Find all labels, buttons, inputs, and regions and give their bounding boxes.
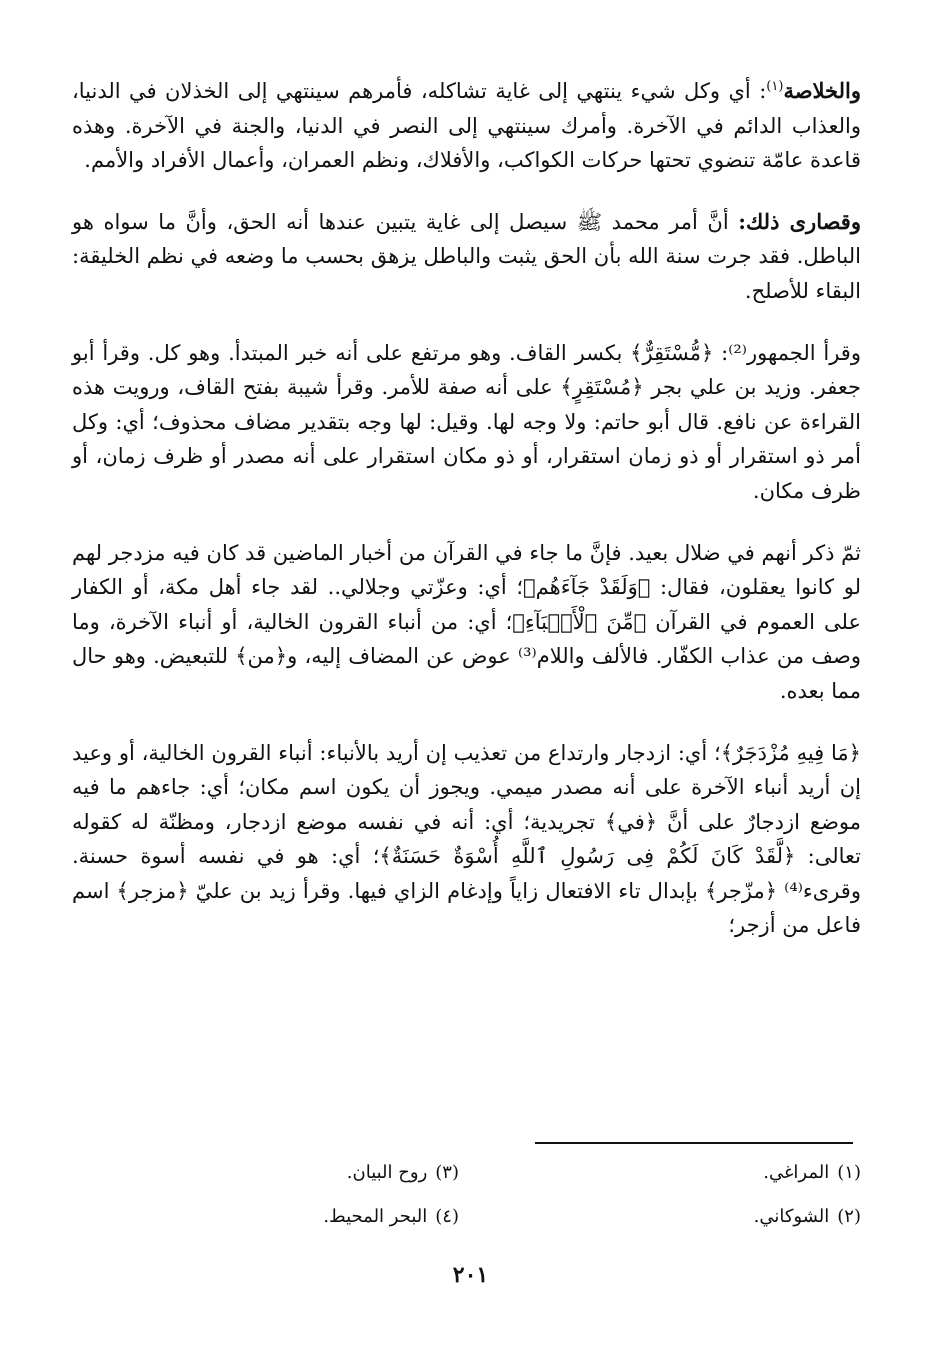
paragraph-2-text: أنَّ أمر محمد ﷺ سيصل إلى غاية يتبين عندها أنه الحق، وأنَّ ما سواه هو الباطل. فقد جرت سنة الله بأن الحق يثبت والباطل يزهق بحسب ما وضعه في نظم الخليقة: البقاء للأصلح. <box>72 209 861 303</box>
footnote-ref-1: (١) <box>766 79 784 94</box>
paragraph-4 <box>72 536 861 709</box>
footnote-4-number: (٤) <box>435 1206 459 1227</box>
main-text <box>72 74 861 970</box>
paragraph-1-lead: والخلاصة <box>783 78 861 103</box>
paragraph-3 <box>72 336 861 509</box>
paragraph-2-lead: وقصارى ذلك: <box>738 208 861 234</box>
footnote-2-text: الشوكاني. <box>753 1206 830 1227</box>
paragraph-2 <box>72 205 861 309</box>
footnote-1-number: (١) <box>837 1162 861 1183</box>
paragraph-5-text: ﴿مَا فِيهِ مُزْدَجَرٌ﴾؛ أي: ازدجار وارتداع من تعذيب إن أريد بالأنباء: أنباء القرون الخالية، أو وعيد إن أريد أنباء الآخرة على أنه مصدر ميمي. ويجوز أن يكون اسم مكان؛ أي: جاءهم ما فيه موضع ازدجارٌ على أنَّ ﴿في﴾ تجريدية؛ أي: أنه في نفسه موضع ازدجار، ومظنّة له كقوله تعالى: ﴿لَّقَدْ كَانَ لَكُمْ فِى رَسُولِ ٱللَّهِ أُسْوَةٌ حَسَنَةٌ﴾؛ أي: هو في نفسه أسوة حسنة. وقرىء⁽⁴⁾ ﴿مزّجر﴾ بإبدال تاء الافتعال زاياً وإدغام الزاي فيها. وقرأ زيد بن عليّ ﴿مزجر﴾ اسم فاعل من أزجر؛ <box>72 740 861 938</box>
paragraph-4-text: ثمّ ذكر أنهم في ضلال بعيد. فإنَّ ما جاء في القرآن من أخبار الماضين قد كان فيه مزدجر لهم لو كانوا يعقلون، فقال: ﴿وَلَقَدْ جَآءَهُم﴾؛ أي: وعزّتي وجلالي.. لقد جاء أهل مكة، أو الكفار على العموم في القرآن ﴿مِّنَ ٱلْأَنۢبَآءِ﴾؛ أي: من أنباء القرون الخالية، أو أنباء الآخرة، وما وصف من عذاب الكفّار. فالألف واللام⁽³⁾ عوض عن المضاف إليه، و﴿من﴾ للتبعيض. وهو حال مما بعده. <box>72 540 861 703</box>
paragraph-5 <box>72 736 861 944</box>
paragraph-1 <box>72 74 861 178</box>
footnote-3-text: روح البيان. <box>346 1162 428 1183</box>
footnote-separator <box>535 1142 853 1144</box>
footnote-3-number: (٣) <box>435 1162 459 1183</box>
page-number: ٢٠١ <box>452 1262 489 1288</box>
footnote-4-text: البحر المحيط. <box>323 1206 428 1227</box>
footnote-2-number: (٢) <box>837 1206 861 1227</box>
footnote-1 <box>763 1162 861 1183</box>
paragraph-3-text: وقرأ الجمهور⁽²⁾: ﴿مُّسْتَقِرٌّ﴾ بكسر القاف. وهو مرتفع على أنه خبر المبتدأ. وهو كل. وقرأ أبو جعفر. وزيد بن علي بجر ﴿مُسْتَقِرٍ﴾ على أنه صفة للأمر. وقرأ شيبة بفتح القاف، ورويت هذه القراءة عن نافع. قال أبو حاتم: ولا وجه لها. وقيل: لها وجه بتقدير مضاف محذوف؛ أي: وكل أمر ذو استقرار أو ذو زمان استقرار، أو ذو مكان استقرار على أنه مصدر أو ظرف زمان، أو ظرف مكان. <box>72 340 861 503</box>
footnote-4 <box>323 1206 459 1227</box>
footnote-2 <box>754 1206 861 1227</box>
footnote-3 <box>347 1162 459 1183</box>
paragraph-1-text: : أي وكل شيء ينتهي إلى غاية تشاكله، فأمرهم سينتهي إلى الخذلان في الدنيا، والعذاب الدائم في الآخرة. وأمرك سينتهي إلى النصر في الدنيا، والجنة في الآخرة. وهذه قاعدة عامّة تنضوي تحتها حركات الكواكب، والأفلاك، ونظم العمران، وأعمال الأفراد والأمم. <box>72 79 861 173</box>
footnote-1-text: المراغي. <box>763 1162 830 1183</box>
